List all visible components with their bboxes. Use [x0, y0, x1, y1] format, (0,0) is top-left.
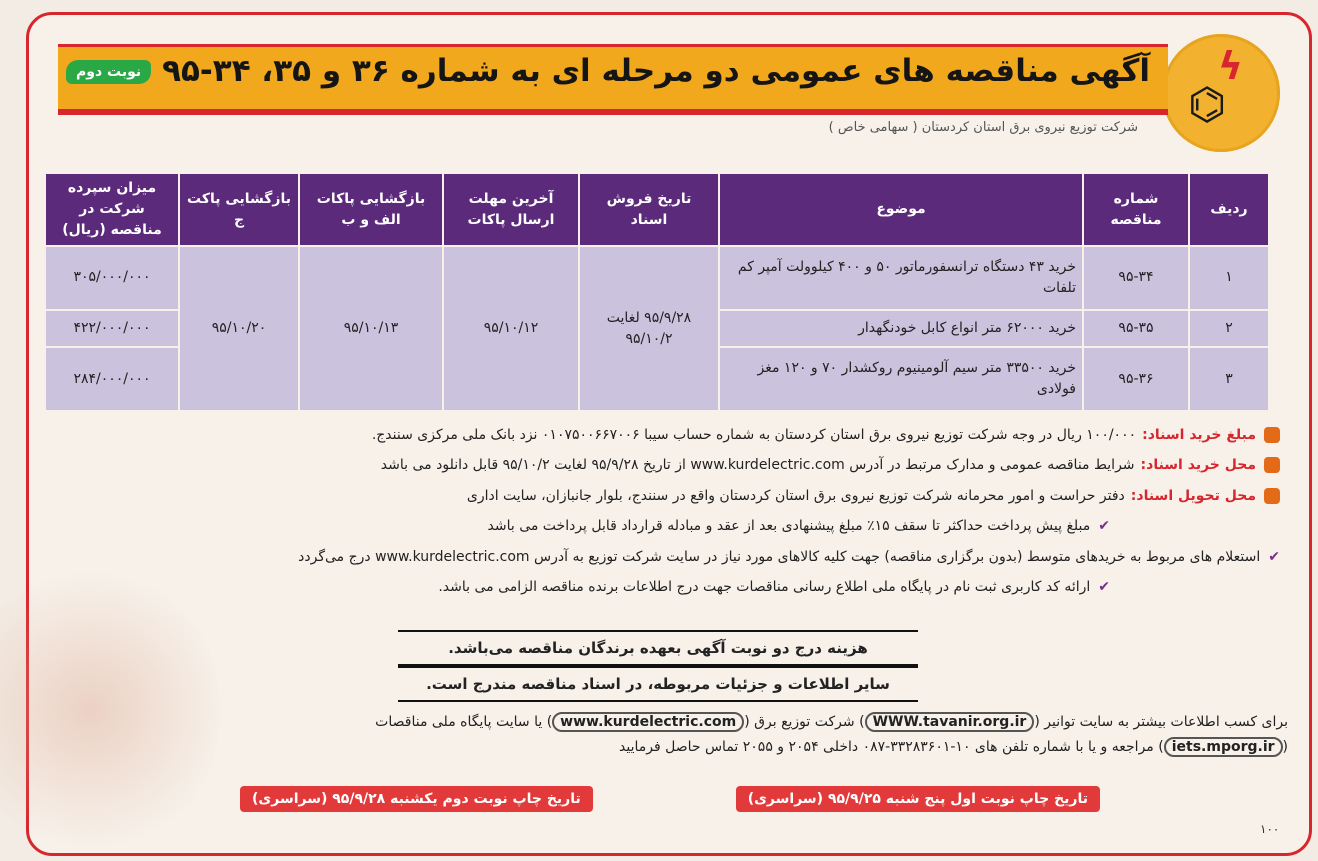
- notice-line: سایر اطلاعات و جزئیات مربوطه، در اسناد مناقصه مندرج است.: [398, 666, 918, 702]
- row-index: ۲: [1189, 310, 1269, 348]
- item-label: محل خرید اسناد:: [1140, 457, 1256, 474]
- check-text: مبلغ پیش پرداخت حداکثر تا سقف ۱۵٪ مبلغ پیشنهادی بعد از عقد و مبادله قرارداد قابل پرداخت می باشد: [487, 518, 1091, 535]
- row-index: ۳: [1189, 347, 1269, 411]
- contact-line: (iets.mporg.ir) مراجعه و یا با شماره تلفن های ۱۰-۳۳۲۸۳۶۰۱-۰۸۷ داخلی ۲۰۵۴ و ۲۰۵۵ تماس حاصل فرمایید: [619, 738, 1288, 755]
- check-item: [20, 546, 1280, 568]
- second-print-date: تاریخ چاپ نوبت دوم یکشنبه ۹۵/۹/۲۸ (سراسری): [240, 786, 593, 812]
- second-print-badge: نوبت دوم: [66, 60, 151, 84]
- print-dates: [240, 786, 1100, 812]
- contact-text: شرکت توزیع برق: [754, 714, 855, 730]
- header-open-c: بازگشایی پاکت ج: [179, 173, 299, 246]
- contact-line: برای کسب اطلاعات بیشتر به سایت توانیر (WWW.tavanir.org.ir) شرکت توزیع برق (www.kurdelectric.com) یا سایت پایگاه ملی مناقصات: [375, 714, 1288, 730]
- title-band: [58, 44, 1168, 115]
- header-subject: موضوع: [719, 173, 1083, 246]
- check-icon: ✔: [1268, 548, 1280, 565]
- ad-title: آگهی مناقصه های عمومی دو مرحله ای به شماره ۳۶ و ۳۵، ۳۴-۹۵: [162, 53, 1150, 89]
- tender-table-wrapper: [44, 172, 1270, 412]
- tender-number: ۹۵-۳۴: [1083, 246, 1189, 310]
- sale-dates: ۹۵/۹/۲۸ لغایت ۹۵/۱۰/۲: [579, 246, 719, 411]
- tender-subject: خرید ۳۳۵۰۰ متر سیم آلومینیوم روکشدار ۷۰ و ۱۲۰ مغز فولادی: [719, 347, 1083, 411]
- lightning-icon: ϟ: [1218, 44, 1244, 88]
- table-header-row: [45, 173, 1269, 246]
- header-row-index: ردیف: [1189, 173, 1269, 246]
- check-item: [20, 515, 1110, 537]
- list-item: [20, 454, 1280, 476]
- bullet-icon: [1264, 427, 1280, 443]
- page-number: ۱۰۰: [1260, 822, 1280, 836]
- item-text: ۱۰۰/۰۰۰ ریال در وجه شرکت توزیع نیروی برق استان کردستان به شماره حساب سیبا ۰۱۰۷۵۰۰۶۶۷۰۰۶ نزد بانک ملی مرکزی سنندج.: [371, 427, 1137, 443]
- company-logo: [1162, 34, 1280, 152]
- company-subtitle: شرکت توزیع نیروی برق استان کردستان ( سهامی خاص ): [828, 120, 1138, 135]
- item-text: دفتر حراست و امور محرمانه شرکت توزیع نیروی برق استان کردستان واقع در سنندج، بلوار جانبازان، سایت اداری: [466, 487, 1125, 504]
- open-ab-date: ۹۵/۱۰/۱۳: [299, 246, 443, 411]
- bullet-icon: [1264, 457, 1280, 473]
- kurdelectric-link[interactable]: www.kurdelectric.com: [552, 712, 744, 732]
- header-deadline: آخرین مهلت ارسال پاکات: [443, 173, 579, 246]
- first-print-date: تاریخ چاپ نوبت اول پنج شنبه ۹۵/۹/۲۵ (سراسری): [736, 786, 1100, 812]
- deposit-amount: ۳۰۵/۰۰۰/۰۰۰: [45, 246, 179, 310]
- check-icon: ✔: [1098, 518, 1110, 535]
- check-text: استعلام های مربوط به خریدهای متوسط (بدون برگزاری مناقصه) جهت کلیه کالاهای مورد نیاز در سایت شرکت توزیع به آدرس www.kurdelectric.com درج می‌گردد: [298, 548, 1261, 565]
- deadline-date: ۹۵/۱۰/۱۲: [443, 246, 579, 411]
- header-deposit: میزان سپرده شرکت در مناقصه (ریال): [45, 173, 179, 246]
- item-label: محل تحویل اسناد:: [1130, 487, 1256, 504]
- contact-text: برای کسب اطلاعات بیشتر به سایت توانیر: [1044, 714, 1288, 730]
- row-index: ۱: [1189, 246, 1269, 310]
- header-tender-number: شماره مناقصه: [1083, 173, 1189, 246]
- details-list: [20, 424, 1280, 606]
- list-item: [20, 485, 1280, 507]
- open-c-date: ۹۵/۱۰/۲۰: [179, 246, 299, 411]
- check-item: [20, 576, 1110, 598]
- header-open-ab: بازگشایی پاکات الف و ب: [299, 173, 443, 246]
- tender-subject: خرید ۴۳ دستگاه ترانسفورماتور ۵۰ و ۴۰۰ کیلوولت آمپر کم تلفات: [719, 246, 1083, 310]
- contact-text: مراجعه و یا با شماره تلفن های ۱۰-۳۳۲۸۳۶۰۱-۰۸۷ داخلی ۲۰۵۴ و ۲۰۵۵ تماس حاصل فرمایید: [619, 738, 1154, 755]
- contact-info: [28, 710, 1288, 759]
- list-item: [20, 424, 1280, 446]
- tower-icon: ⌬: [1188, 79, 1227, 130]
- tender-subject: خرید ۶۲۰۰۰ متر انواع کابل خودنگهدار: [719, 310, 1083, 348]
- check-text: ارائه کد کاربری ثبت نام در پایگاه ملی اطلاع رسانی مناقصات جهت درج اطلاعات برنده مناقصه الزامی می باشد.: [438, 578, 1091, 595]
- notice-line: هزینه درج دو نوبت آگهی بعهده برندگان مناقصه می‌باشد.: [398, 630, 918, 666]
- tavanir-link[interactable]: WWW.tavanir.org.ir: [865, 712, 1035, 732]
- tender-number: ۹۵-۳۶: [1083, 347, 1189, 411]
- deposit-amount: ۲۸۴/۰۰۰/۰۰۰: [45, 347, 179, 411]
- deposit-amount: ۴۲۲/۰۰۰/۰۰۰: [45, 310, 179, 348]
- item-label: مبلغ خرید اسناد:: [1142, 427, 1256, 443]
- table-row: [45, 246, 1269, 310]
- item-text: شرایط مناقصه عمومی و مدارک مرتبط در آدرس www.kurdelectric.com از تاریخ ۹۵/۹/۲۸ لغایت ۹۵/۱۰/۲ قابل دانلود می باشد: [380, 457, 1135, 474]
- header-sale-date: تاریخ فروش اسناد: [579, 173, 719, 246]
- check-icon: ✔: [1098, 578, 1110, 595]
- tender-table: [44, 172, 1270, 412]
- bullet-icon: [1264, 488, 1280, 504]
- iets-link[interactable]: iets.mporg.ir: [1164, 737, 1283, 757]
- contact-text: یا سایت پایگاه ملی مناقصات: [375, 714, 543, 730]
- tender-number: ۹۵-۳۵: [1083, 310, 1189, 348]
- notice-box: [398, 630, 918, 702]
